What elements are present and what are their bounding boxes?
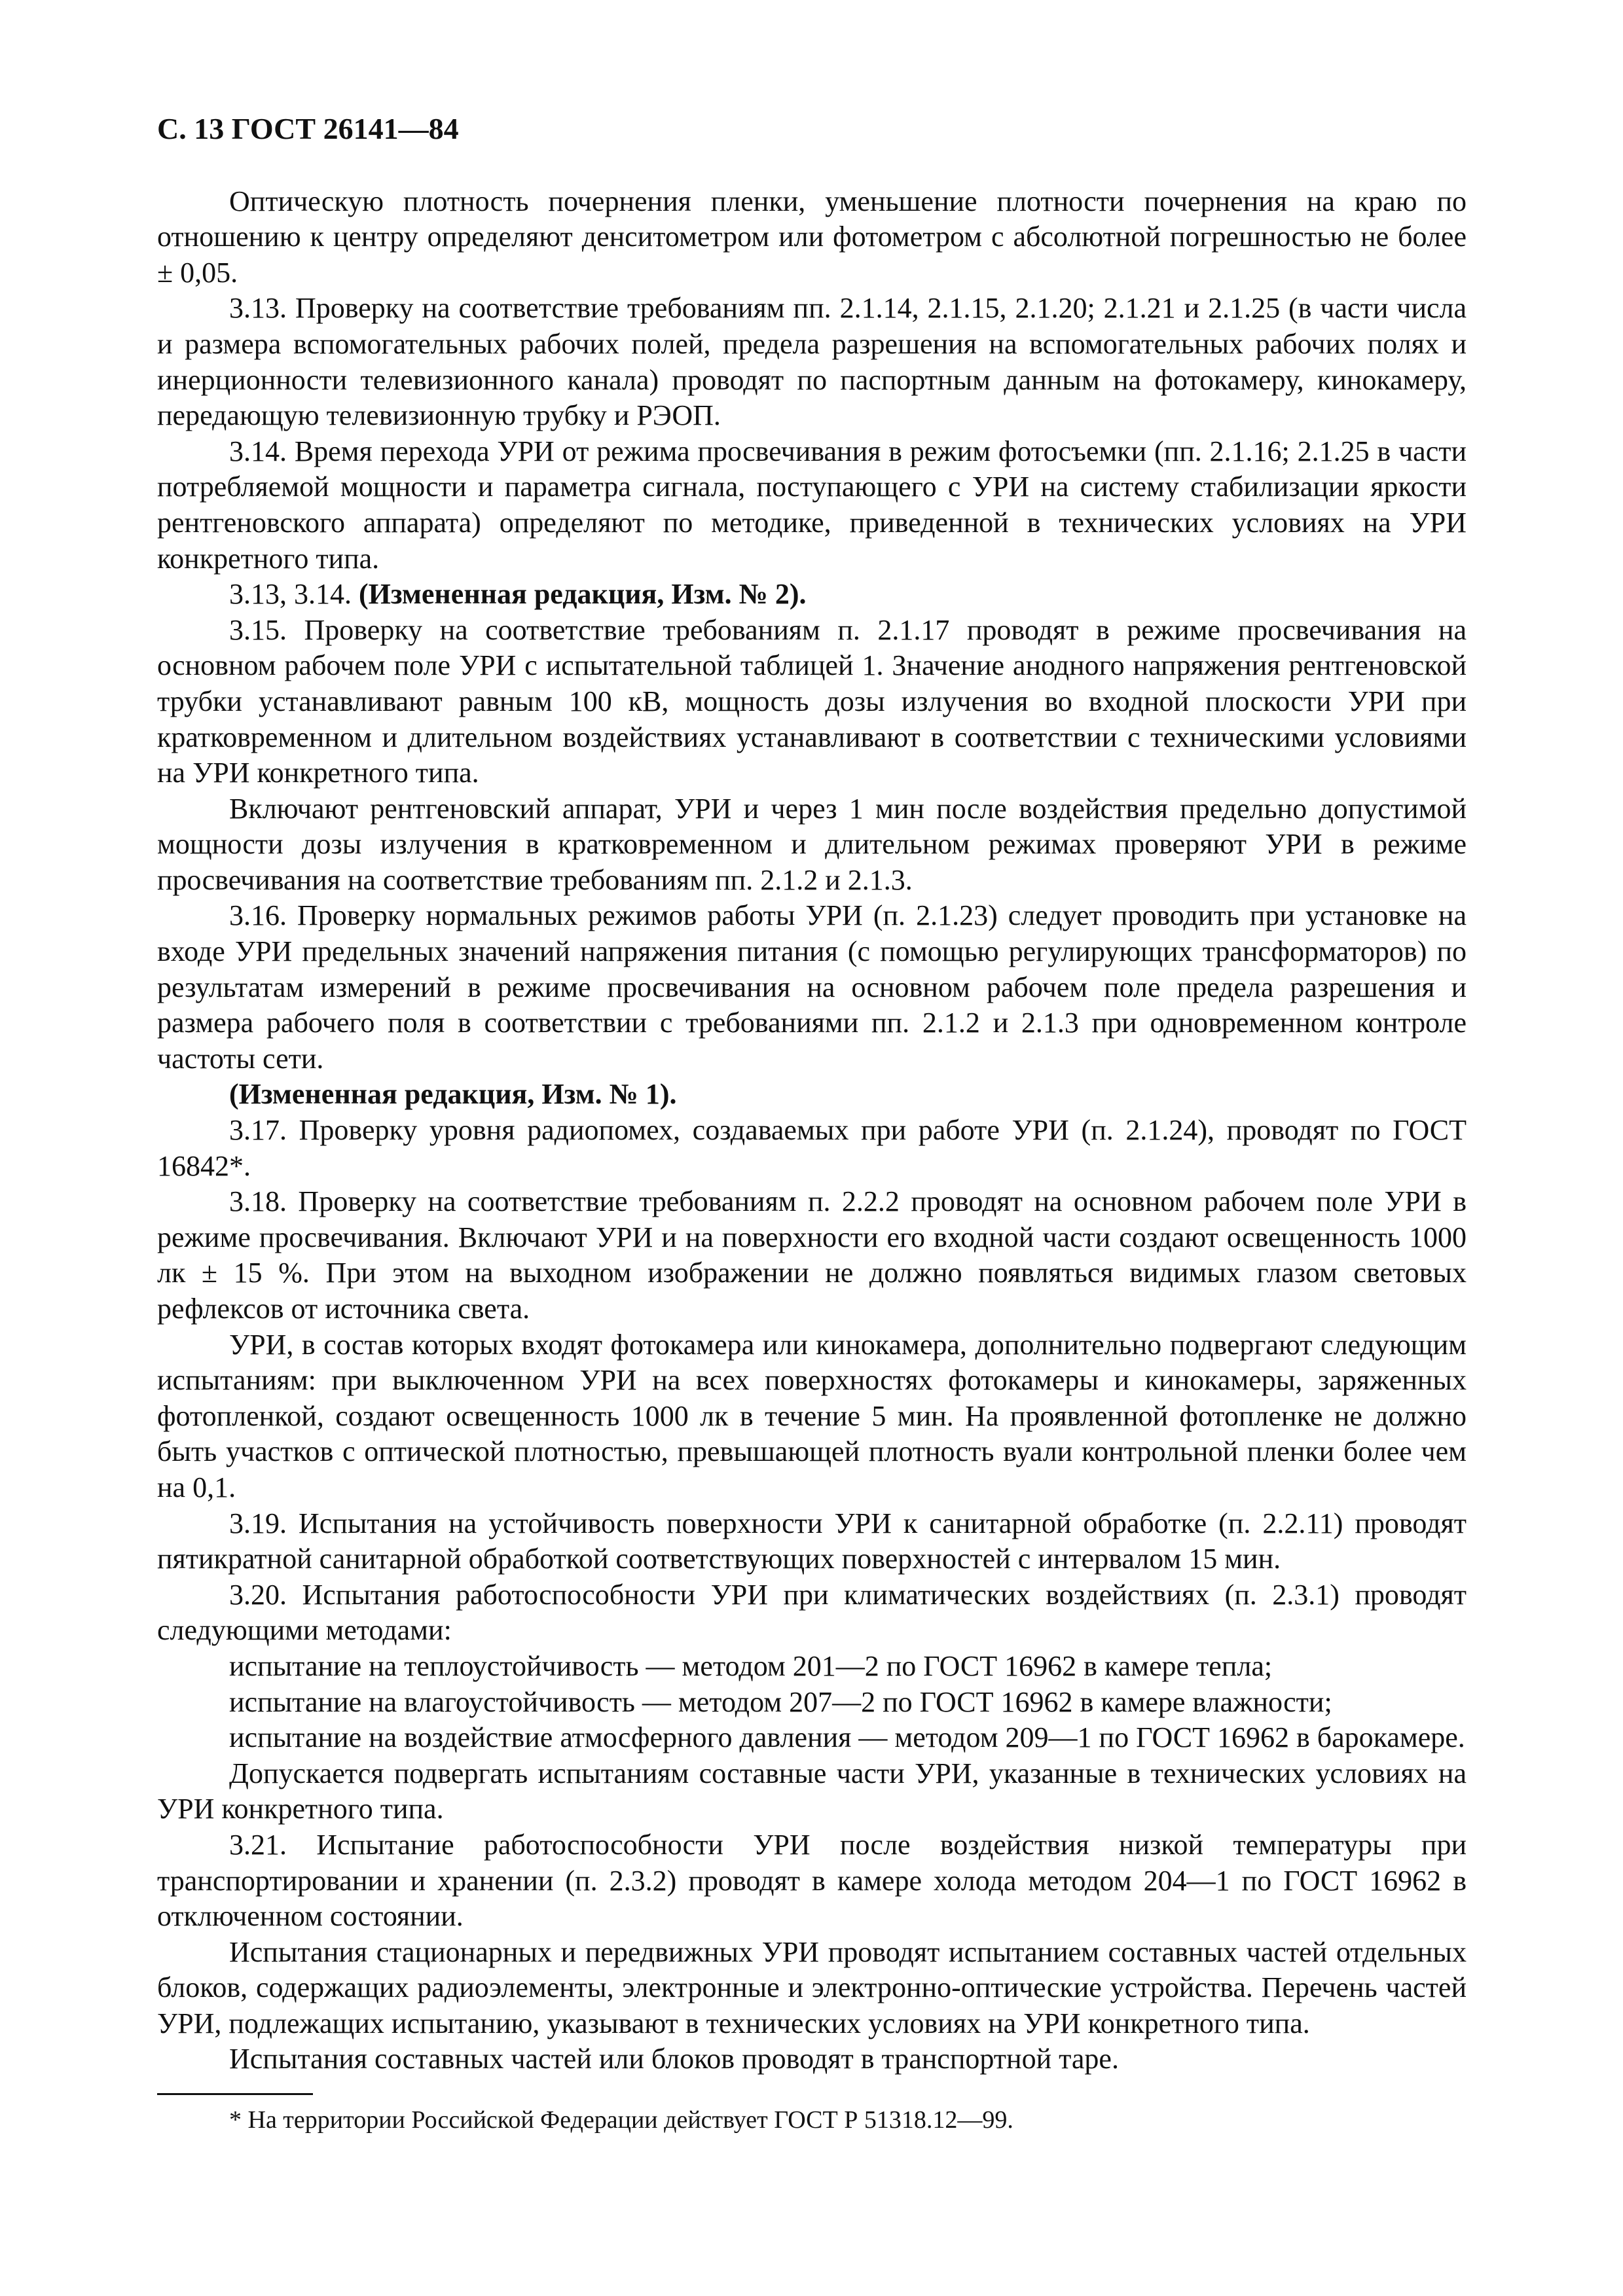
method-item-humidity: испытание на влагоустойчивость — методом 207—2 по ГОСТ 16962 в камере влажности; [229,1685,1332,1718]
method-item-heat: испытание на теплоустойчивость — методом 201—2 по ГОСТ 16962 в камере тепла; [229,1649,1273,1682]
method-item-pressure: испытание на воздействие атмосферного давления — методом 209—1 по ГОСТ 16962 в барокамере. [229,1721,1465,1754]
amendment-label: (Измененная редакция, Изм. № 2). [359,578,807,611]
paragraph-3-14: 3.14. Время перехода УРИ от режима просвечивания в режим фотосъемки (пп. 2.1.16; 2.1.25 в части потребляемой мощности и параметра сигнала, поступающего с УРИ на систему стабилизации яркости рентгеновского аппарата) определяют по методике, приведенной в технических условиях на УРИ конкретного типа. [157,435,1467,575]
paragraph-cameras: УРИ, в состав которых входят фотокамера или кинокамера, дополнительно подвергают следующим испытаниям: при выключенном УРИ на всех поверхностях фотокамеры и кинокамеры, заряженных фотопленкой, создают освещенность 1000 лк в течение 5 мин. На проявленной фотопленке не должно быть участков с оптической плотностью, превышающей плотность вуали контрольной пленки более чем на 0,1. [157,1328,1467,1503]
paragraph-stationary: Испытания стационарных и передвижных УРИ проводят испытанием составных частей отдельных блоков, содержащих радиоэлементы, электронные и электронно-оптические устройства. Перечень частей УРИ, подлежащих испытанию, указывают в технических условиях на УРИ конкретного типа. [157,1935,1467,2039]
paragraph-3-16: 3.16. Проверку нормальных режимов работы УРИ (п. 2.1.23) следует проводить при установке на входе УРИ предельных значений напряжения питания (с помощью регулирующих трансформаторов) по результатам измерений в режиме просвечивания на основном рабочем поле предела разрешения и размера рабочего поля в соответствии с требованиями пп. 2.1.2 и 2.1.3 при одновременном контроле частоты сети. [157,899,1467,1075]
paragraph-3-18: 3.18. Проверку на соответствие требованиям п. 2.2.2 проводят на основном рабочем поле УРИ в режиме просвечивания. Включают УРИ и на поверхности его входной части создают освещенность 1000 лк ± 15 %. При этом на выходном изображении не должно появляться видимых глазом световых рефлексов от источника света. [157,1185,1467,1325]
amendment-note-1 [157,1077,1467,1113]
document-page [157,111,1467,2136]
paragraph-3-13: 3.13. Проверку на соответствие требованиям пп. 2.1.14, 2.1.15, 2.1.20; 2.1.21 и 2.1.25 (в части числа и размера вспомогательных рабочих полей, предела разрешения на вспомогательных рабочих полях и инерционности телевизионного канала) проводят по паспортным данным на фотокамеру, кинокамеру, передающую телевизионную трубку и РЭОП. [157,292,1467,432]
paragraph-components: Допускается подвергать испытаниям составные части УРИ, указанные в технических условиях на УРИ конкретного типа. [157,1757,1467,1825]
paragraph-3-17: 3.17. Проверку уровня радиопомех, создаваемых при работе УРИ (п. 2.1.24), проводят по ГОСТ 16842*. [157,1114,1467,1182]
paragraph-optical-density: Оптическую плотность почернения пленки, уменьшение плотности почернения на краю по отношению к центру определяют денситометром или фотометром с абсолютной погрешностью не более ± 0,05. [157,185,1467,289]
paragraph-3-21: 3.21. Испытание работоспособности УРИ после воздействия низкой температуры при транспортировании и хранении (п. 2.3.2) проводят в камере холода методом 204—1 по ГОСТ 16962 в отключенном состоянии. [157,1828,1467,1933]
amendment-note-2 [157,577,1467,613]
paragraph-transport: Испытания составных частей или блоков проводят в транспортной таре. [229,2043,1119,2075]
paragraph-3-20: 3.20. Испытания работоспособности УРИ при климатических воздействиях (п. 2.3.1) проводят следующими методами: [157,1578,1467,1647]
amendment-label: (Измененная редакция, Изм. № 1). [229,1078,677,1111]
paragraph-xray-on: Включают рентгеновский аппарат, УРИ и через 1 мин после воздействия предельно допустимой мощности дозы излучения в кратковременном и длительном режимах проверяют УРИ в режиме просвечивания на соответствие требованиям пп. 2.1.2 и 2.1.3. [157,792,1467,896]
page-header: С. 13 ГОСТ 26141—84 [157,112,459,145]
footnote: * На территории Российской Федерации действует ГОСТ Р 51318.12—99. [229,2106,1013,2134]
amendment-ref: 3.13, 3.14. [229,578,359,611]
footnote-divider [157,2093,313,2095]
paragraph-3-19: 3.19. Испытания на устойчивость поверхности УРИ к санитарной обработке (п. 2.2.11) проводят пятикратной санитарной обработкой соответствующих поверхностей с интервалом 15 мин. [157,1507,1467,1575]
paragraph-3-15: 3.15. Проверку на соответствие требованиям п. 2.1.17 проводят в режиме просвечивания на основном рабочем поле УРИ с испытательной таблицей 1. Значение анодного напряжения рентгеновской трубки устанавливают равным 100 кВ, мощность дозы излучения во входной плоскости УРИ при кратковременном и длительном воздействиях устанавливают в соответствии с техническими условиями на УРИ конкретного типа. [157,613,1467,789]
